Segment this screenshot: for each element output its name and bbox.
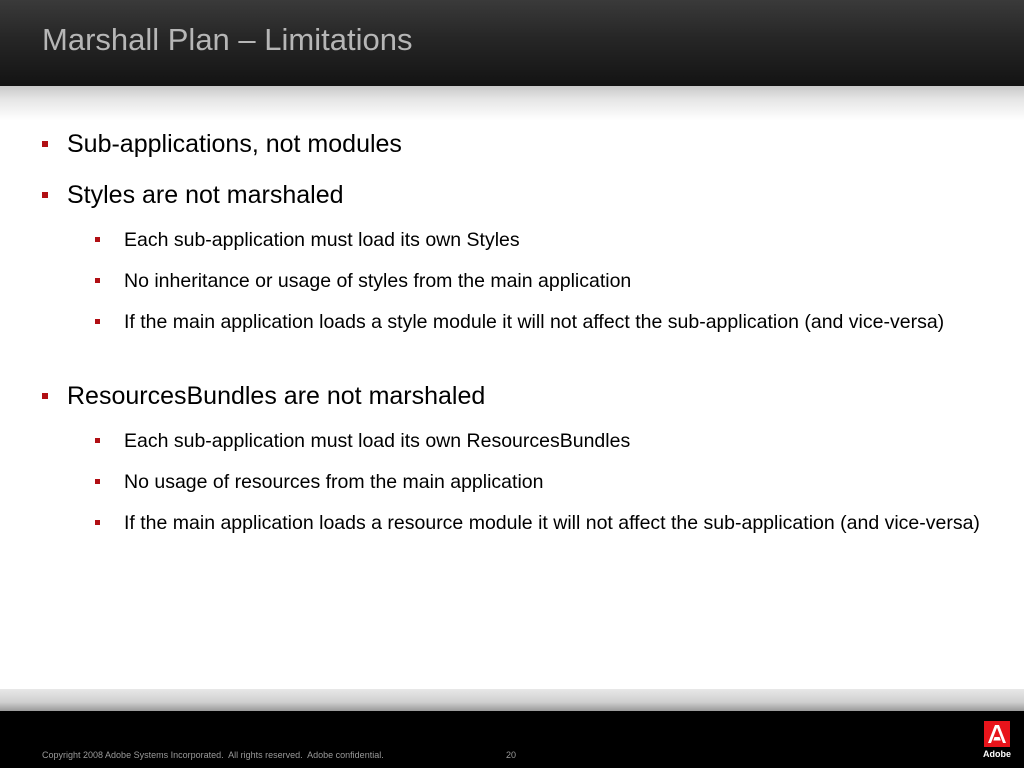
sub-bullet-item: Each sub-application must load its own ResourcesBundles [124,430,631,452]
title-bar-shadow [0,86,1024,120]
bullet-item: Sub-applications, not modules [67,130,402,158]
footer-strip [0,689,1024,711]
bullet-item: Styles are not marshaled [67,181,344,209]
adobe-logo-icon [984,721,1010,747]
square-bullet-icon [95,438,100,443]
logo-wordmark: Adobe [983,749,1011,759]
adobe-logo [982,721,1012,761]
square-bullet-icon [95,237,100,242]
sub-bullet-item: No inheritance or usage of styles from the main application [124,270,632,292]
sub-bullet-item: If the main application loads a style module it will not affect the sub-application (and vice-versa) [124,311,945,333]
copyright-notice: Copyright 2008 Adobe Systems Incorporated. All rights reserved. Adobe confidential. [42,750,384,760]
square-bullet-icon [95,479,100,484]
square-bullet-icon [95,520,100,525]
sub-bullet-item: If the main application loads a resource module it will not affect the sub-application (and vice-versa) [124,512,980,534]
square-bullet-icon [95,278,100,283]
square-bullet-icon [95,319,100,324]
slide-title: Marshall Plan – Limitations [42,22,413,57]
bullet-item: ResourcesBundles are not marshaled [67,382,486,410]
page-number: 20 [506,750,517,760]
square-bullet-icon [42,141,48,147]
sub-bullet-item: No usage of resources from the main application [124,471,544,493]
square-bullet-icon [42,393,48,399]
sub-bullet-item: Each sub-application must load its own Styles [124,229,520,251]
square-bullet-icon [42,192,48,198]
